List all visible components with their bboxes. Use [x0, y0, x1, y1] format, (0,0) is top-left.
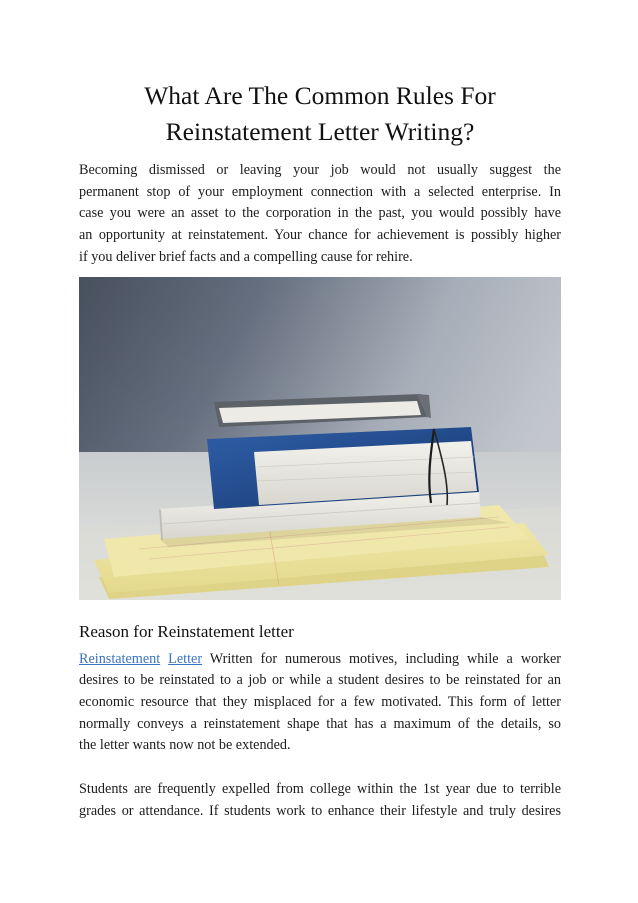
students-line: Students are frequently expelled from college within the 1st year due to terrible: [79, 781, 561, 798]
section-heading: Reason for Reinstatement letter: [79, 621, 294, 641]
intro-line: case you were an asset to the corporation in the past, you would possibly have: [79, 205, 561, 222]
section-line: economic resource that they misplaced for a few motivated. This form of letter: [79, 693, 561, 710]
letter-link[interactable]: Letter: [168, 650, 203, 667]
title-line-2: Reinstatement Letter Writing?: [165, 117, 475, 146]
reinstatement-link[interactable]: Reinstatement: [79, 650, 161, 667]
section-line: normally conveys a reinstatement shape that has a maximum of the details, so: [79, 715, 561, 732]
intro-line: permanent stop of your employment connection with a selected enterprise. In: [79, 183, 561, 200]
intro-line: if you deliver brief facts and a compelling cause for rehire.: [79, 248, 413, 265]
books-photo: [79, 277, 561, 600]
section-line-rest: Written for numerous motives, including while a worker: [202, 650, 562, 667]
page-title: [79, 78, 561, 150]
document-page: [79, 0, 561, 822]
section-line: desires to be reinstated to a job or while a student desires to be reinstated for an: [79, 672, 561, 689]
section-paragraph: [79, 649, 561, 758]
students-line: grades or attendance. If students work to enhance their lifestyle and truly desires: [79, 802, 561, 819]
section-line: the letter wants now not be extended.: [79, 737, 291, 754]
intro-paragraph: [79, 160, 561, 269]
intro-line: Becoming dismissed or leaving your job would not usually suggest the: [79, 162, 561, 178]
students-paragraph: [79, 779, 561, 822]
title-line-1: What Are The Common Rules For: [144, 81, 496, 110]
intro-line: an opportunity at reinstatement. Your chance for achievement is possibly higher: [79, 227, 561, 244]
section-line: [79, 649, 561, 671]
